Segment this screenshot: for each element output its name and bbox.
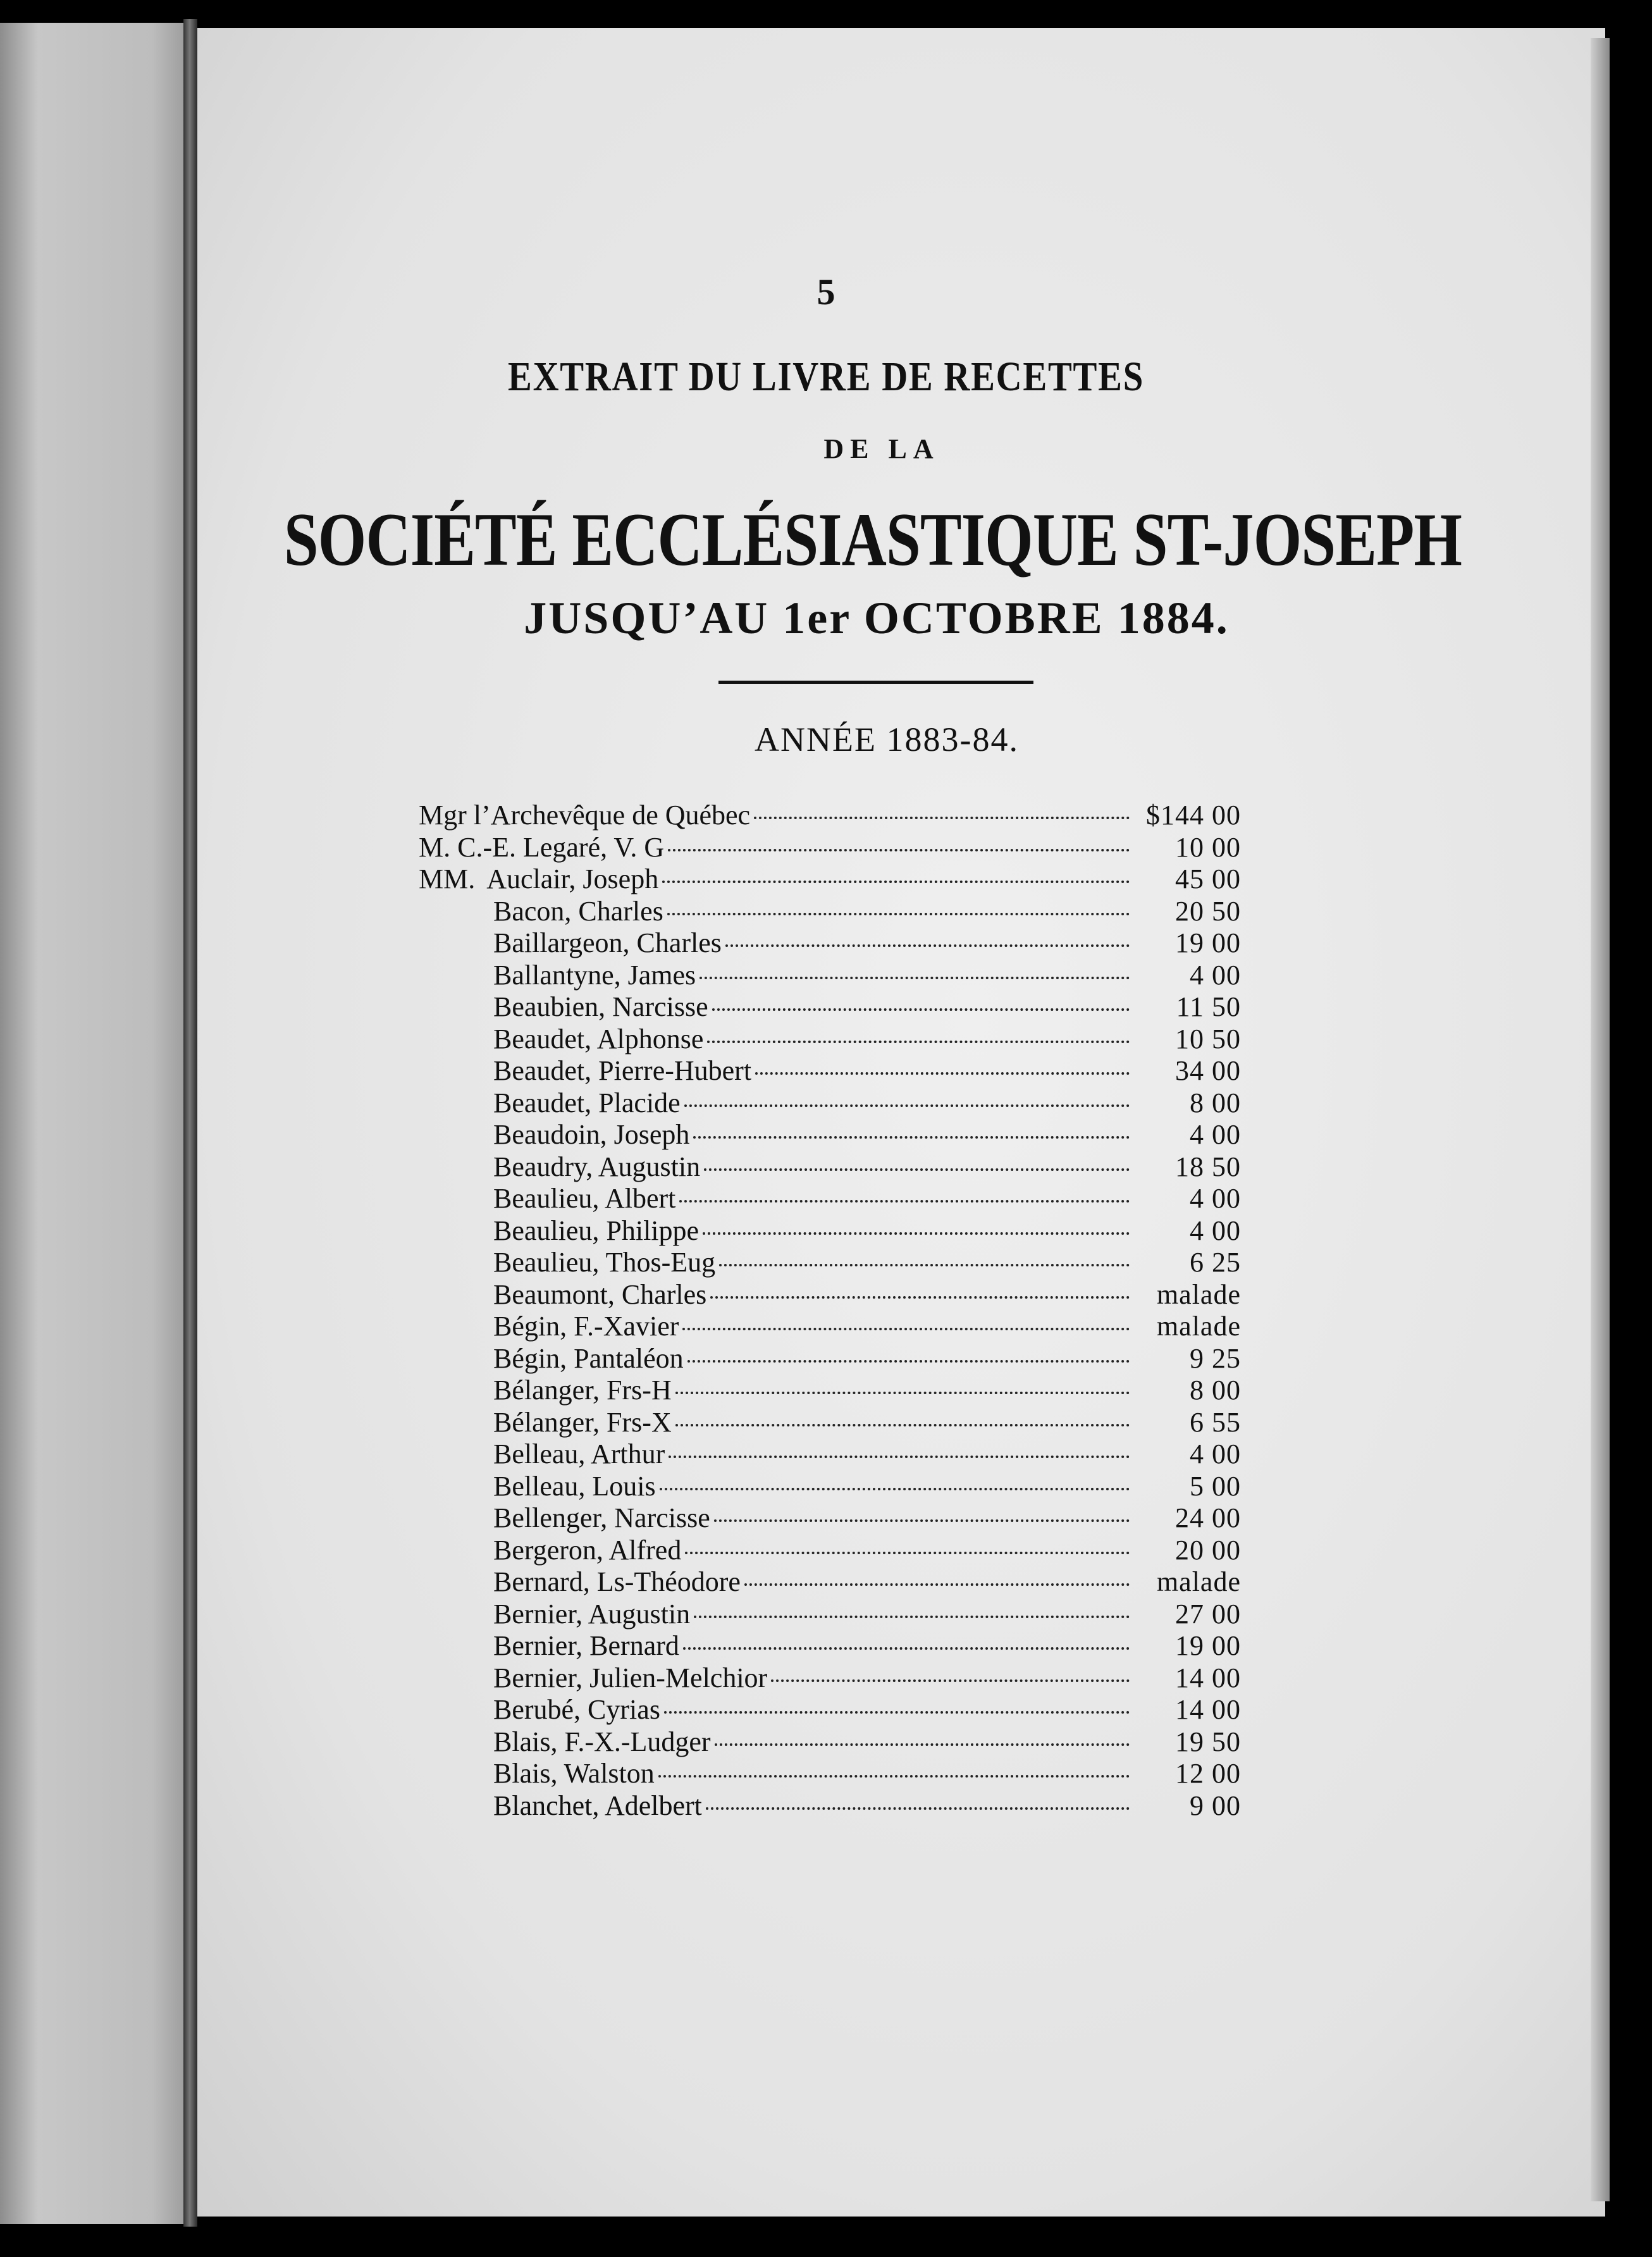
amount: 9 25 bbox=[1190, 1342, 1241, 1374]
dot-leader bbox=[715, 1743, 1130, 1746]
dot-leader bbox=[710, 1296, 1130, 1299]
ledger-row bbox=[419, 1151, 1241, 1184]
amount: 4 00 bbox=[1190, 1119, 1241, 1150]
ledger-row bbox=[419, 1566, 1241, 1598]
contributor-name: Bernier, Bernard bbox=[493, 1630, 679, 1661]
ledger-row bbox=[419, 991, 1241, 1023]
dot-leader bbox=[669, 1456, 1130, 1458]
ledger-row bbox=[419, 1087, 1241, 1120]
contributor-name: Bégin, Pantaléon bbox=[493, 1342, 684, 1374]
dot-leader bbox=[712, 1008, 1130, 1011]
dot-leader bbox=[707, 1041, 1130, 1043]
amount: 18 50 bbox=[1175, 1151, 1241, 1182]
contributor-name: Belleau, Arthur bbox=[493, 1438, 665, 1469]
contributor-name: Beaulieu, Philippe bbox=[493, 1215, 700, 1246]
year-heading: ANNÉE 1883-84. bbox=[755, 720, 1019, 758]
dot-leader bbox=[685, 1552, 1130, 1554]
contributor-name: Beaubien, Narcisse bbox=[493, 991, 708, 1022]
dot-leader bbox=[714, 1519, 1130, 1522]
contributor-name: Bernier, Julien-Melchior bbox=[493, 1662, 768, 1693]
contributor-name: Beaudoin, Joseph bbox=[493, 1119, 690, 1150]
ledger-row bbox=[419, 896, 1241, 928]
dot-leader bbox=[683, 1647, 1130, 1650]
amount: 4 00 bbox=[1190, 1183, 1241, 1214]
dot-leader bbox=[704, 1168, 1130, 1171]
dot-leader bbox=[700, 977, 1130, 979]
contributor-name: Blanchet, Adelbert bbox=[493, 1790, 702, 1821]
amount: 8 00 bbox=[1190, 1087, 1241, 1118]
contributor-name: M. C.-E. Legaré, V. G bbox=[419, 831, 665, 863]
contributor-name: Bernier, Augustin bbox=[493, 1598, 691, 1629]
dot-leader bbox=[662, 881, 1130, 883]
contributor-name: Beaudet, Placide bbox=[493, 1087, 681, 1118]
amount: 12 00 bbox=[1175, 1758, 1241, 1789]
ledger-row bbox=[419, 1247, 1241, 1279]
dot-leader bbox=[703, 1232, 1130, 1235]
ledger-row bbox=[419, 1055, 1241, 1087]
ledger-row bbox=[419, 1119, 1241, 1151]
ledger-row bbox=[419, 1438, 1241, 1471]
ledger-row bbox=[419, 1407, 1241, 1439]
dot-leader bbox=[679, 1200, 1130, 1203]
ledger-row bbox=[419, 1790, 1241, 1822]
heading-societe: SOCIÉTÉ ECCLÉSIASTIQUE ST-JOSEPH bbox=[283, 497, 1462, 581]
contributor-name: Bellenger, Narcisse bbox=[493, 1502, 710, 1533]
dot-leader bbox=[687, 1360, 1130, 1363]
ledger-row bbox=[419, 1311, 1241, 1343]
dot-leader bbox=[754, 817, 1130, 819]
amount: 9 00 bbox=[1190, 1790, 1241, 1821]
page-edge bbox=[1591, 38, 1610, 2201]
heading-date: JUSQU’AU 1er OCTOBRE 1884. bbox=[524, 593, 1230, 643]
amount: malade bbox=[1156, 1566, 1241, 1597]
ledger-row bbox=[419, 1471, 1241, 1503]
dot-leader bbox=[675, 1424, 1130, 1426]
contributor-name: Bacon, Charles bbox=[493, 895, 663, 927]
contributor-name: Blais, Walston bbox=[493, 1758, 655, 1789]
contributor-name: Mgr l’Archevêque de Québec bbox=[419, 800, 751, 831]
contributor-name: Beaudet, Alphonse bbox=[493, 1023, 704, 1054]
dot-leader bbox=[660, 1488, 1130, 1490]
dot-leader bbox=[675, 1392, 1130, 1394]
dot-leader bbox=[744, 1583, 1130, 1586]
ledger-row bbox=[419, 1726, 1241, 1759]
ledger-row bbox=[419, 1535, 1241, 1567]
dot-leader bbox=[668, 849, 1130, 851]
amount: malade bbox=[1156, 1311, 1241, 1342]
amount: 4 00 bbox=[1190, 1215, 1241, 1246]
ledger-row bbox=[419, 1183, 1241, 1215]
dot-leader bbox=[694, 1616, 1130, 1618]
dot-leader bbox=[706, 1807, 1130, 1810]
amount: 34 00 bbox=[1175, 1055, 1241, 1086]
contributor-name: Bernard, Ls-Théodore bbox=[493, 1566, 741, 1597]
name-prefix: MM. bbox=[419, 863, 476, 894]
dot-leader bbox=[658, 1775, 1130, 1778]
ledger-row bbox=[419, 1630, 1241, 1662]
amount: 20 50 bbox=[1175, 895, 1241, 927]
page-number: 5 bbox=[817, 271, 835, 312]
amount: 4 00 bbox=[1190, 1438, 1241, 1469]
contributor-name: Bergeron, Alfred bbox=[493, 1534, 682, 1566]
heading-extrait: EXTRAIT DU LIVRE DE RECETTES bbox=[508, 354, 1144, 400]
heading-de-la: DE LA bbox=[823, 433, 940, 464]
ledger-row bbox=[419, 1023, 1241, 1056]
contributor-name: Beaulieu, Thos-Eug bbox=[493, 1247, 716, 1278]
amount: 14 00 bbox=[1175, 1694, 1241, 1725]
ledger-row bbox=[419, 1502, 1241, 1535]
amount: malade bbox=[1156, 1278, 1241, 1310]
amount: 6 25 bbox=[1190, 1247, 1241, 1278]
amount: 11 50 bbox=[1176, 991, 1241, 1022]
ledger-row bbox=[419, 1215, 1241, 1247]
ledger-row bbox=[419, 1694, 1241, 1726]
ledger-row bbox=[419, 1279, 1241, 1311]
amount: 20 00 bbox=[1175, 1534, 1241, 1566]
dot-leader bbox=[667, 913, 1130, 915]
contributor-name: Beaulieu, Albert bbox=[493, 1183, 676, 1214]
ledger-row bbox=[419, 1758, 1241, 1790]
ledger-row bbox=[419, 1343, 1241, 1375]
contributor-name: Beaudet, Pierre-Hubert bbox=[493, 1055, 752, 1086]
receipts-ledger bbox=[419, 800, 1241, 1822]
contributor-name: Beaumont, Charles bbox=[493, 1278, 707, 1310]
dot-leader bbox=[719, 1264, 1130, 1266]
dot-leader bbox=[664, 1711, 1130, 1714]
contributor-name: Baillargeon, Charles bbox=[493, 927, 722, 958]
contributor-name: Bégin, F.-Xavier bbox=[493, 1311, 679, 1342]
dot-leader bbox=[693, 1136, 1130, 1139]
amount: 10 50 bbox=[1175, 1023, 1241, 1054]
amount: 19 00 bbox=[1175, 927, 1241, 958]
amount: 5 00 bbox=[1190, 1470, 1241, 1502]
contributor-name: Bélanger, Frs-H bbox=[493, 1375, 672, 1406]
dot-leader bbox=[682, 1328, 1130, 1330]
contributor-name: Beaudry, Augustin bbox=[493, 1151, 701, 1182]
amount: 8 00 bbox=[1190, 1375, 1241, 1406]
contributor-name: Berubé, Cyrias bbox=[493, 1694, 660, 1725]
amount: $144 00 bbox=[1146, 800, 1241, 831]
amount: 19 00 bbox=[1175, 1630, 1241, 1661]
amount: 24 00 bbox=[1175, 1502, 1241, 1533]
amount: 27 00 bbox=[1175, 1598, 1241, 1629]
dot-leader bbox=[755, 1072, 1130, 1075]
ledger-row bbox=[419, 1662, 1241, 1695]
contributor-name: Belleau, Louis bbox=[493, 1470, 656, 1502]
contributor-name: Auclair, Joseph bbox=[486, 863, 659, 894]
section-divider bbox=[718, 681, 1033, 684]
book-gutter bbox=[183, 19, 197, 2227]
dot-leader bbox=[771, 1679, 1130, 1682]
ledger-row bbox=[419, 1375, 1241, 1407]
amount: 4 00 bbox=[1190, 959, 1241, 991]
ledger-row bbox=[419, 1598, 1241, 1631]
contributor-name: Blais, F.-X.-Ludger bbox=[493, 1726, 711, 1757]
dot-leader bbox=[725, 944, 1130, 947]
dot-leader bbox=[684, 1104, 1130, 1107]
ledger-row bbox=[419, 927, 1241, 960]
amount: 14 00 bbox=[1175, 1662, 1241, 1693]
ledger-row bbox=[419, 832, 1241, 864]
ledger-row bbox=[419, 800, 1241, 832]
amount: 10 00 bbox=[1175, 831, 1241, 863]
amount: 6 55 bbox=[1190, 1406, 1241, 1438]
amount: 45 00 bbox=[1175, 863, 1241, 894]
ledger-row bbox=[419, 863, 1241, 896]
contributor-name: Bélanger, Frs-X bbox=[493, 1406, 672, 1438]
amount: 19 50 bbox=[1175, 1726, 1241, 1757]
ledger-row bbox=[419, 960, 1241, 992]
contributor-name: Ballantyne, James bbox=[493, 959, 696, 991]
